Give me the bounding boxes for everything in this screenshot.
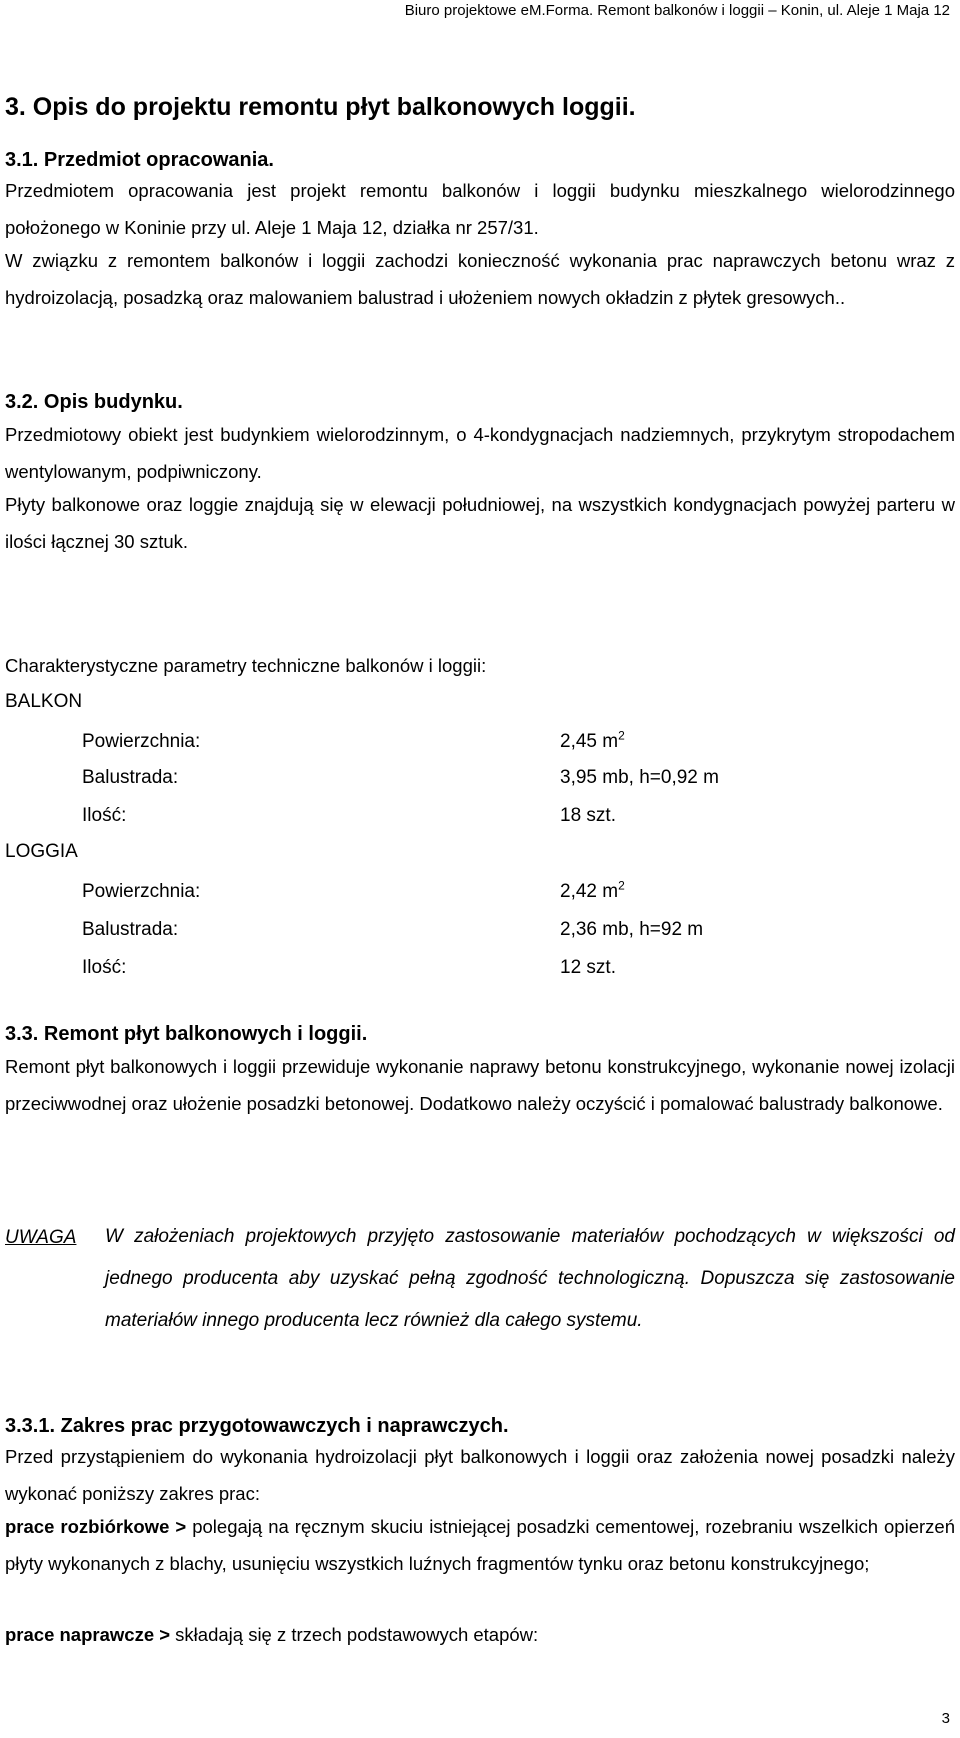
loggia-title: LOGGIA (5, 841, 78, 862)
paragraph-repair: prace naprawcze > składają się z trzech podstawowych etapów: (5, 1624, 539, 1645)
balkon-rail-label: Balustrada: (82, 767, 179, 788)
page-header: Biuro projektowe eM.Forma. Remont balkonów i loggii – Konin, ul. Aleje 1 Maja 12 (404, 2, 950, 19)
loggia-rail-label: Balustrada: (82, 919, 179, 940)
loggia-rail-value: 2,36 mb, h=92 m (560, 919, 704, 940)
paragraph-3-2-2: Płyty balkonowe oraz loggie znajdują się w elewacji południowej, na wszystkich kondygnacjach powyżej parteru w ilości łącznej 30 sztuk. (5, 494, 955, 552)
balkon-rail-value: 3,95 mb, h=0,92 m (560, 767, 719, 788)
paragraph-3-3-1: Remont płyt balkonowych i loggii przewiduje wykonanie naprawy betonu konstrukcyjnego, wykonanie nowej izolacji przeciwwodnej oraz ułożenie posadzki betonowej. Dodatkowo należy oczyścić i pomalować balustrady balkonowe. (5, 1056, 955, 1114)
page-number: 3 (941, 1710, 950, 1727)
loggia-area-value: 2,42 $m^2$ (560, 878, 625, 902)
loggia-qty-label: Ilość: (82, 957, 127, 978)
balkon-qty-label: Ilość: (82, 805, 127, 826)
paragraph-demolition: prace rozbiórkowe > polegają na ręcznym skuciu istniejącej posadzki cementowej, rozebraniu wszelkich opierzeń płyty wykonanych z blachy, usunięciu wszystkich luźnych fragmentów tynku oraz betonu konstrukcyjnego; (5, 1516, 955, 1574)
paragraph-3-1-2: W związku z remontem balkonów i loggii zachodzi konieczność wykonania prac naprawczych betonu wraz z hydroizolacją, posadzką oraz malowaniem balustrad i ułożeniem nowych okładzin z płytek gresowych.. (5, 250, 955, 308)
paragraph-3-1-1: Przedmiotem opracowania jest projekt remontu balkonów i loggii budynku mieszkalnego wielorodzinnego położonego w Koninie przy ul. Aleje 1 Maja 12, działka nr 257/31. (5, 180, 955, 238)
section-heading-3-1: 3.1. Przedmiot opracowania. (5, 149, 274, 171)
repair-label: prace naprawcze > (5, 1624, 171, 1645)
paragraph-3-3-1-1: Przed przystąpieniem do wykonania hydroizolacji płyt balkonowych i loggii oraz założenia nowej posadzki należy wykonać poniższy zakres prac: (5, 1446, 955, 1504)
section-heading-3-3: 3.3. Remont płyt balkonowych i loggii. (5, 1023, 368, 1045)
params-intro: Charakterystyczne parametry techniczne balkonów i loggii: (5, 655, 487, 676)
paragraph-3-2-1: Przedmiotowy obiekt jest budynkiem wielorodzinnym, o 4-kondygnacjach nadziemnych, przykrytym stropodachem wentylowanym, podpiwniczony. (5, 424, 955, 482)
balkon-title: BALKON (5, 691, 83, 712)
document-title: 3. Opis do projektu remontu płyt balkonowych loggii. (5, 93, 636, 121)
loggia-qty-value: 12 szt. (560, 957, 616, 978)
balkon-area-value: 2,45 $m^2$ (560, 728, 625, 752)
uwaga-note: W założeniach projektowych przyjęto zastosowanie materiałów pochodzących w większości od jednego producenta aby uzyskać pełną zgodność technologiczną. Dopuszcza się zastosowanie materiałów innego producenta lecz również dla całego systemu. (105, 1226, 955, 1331)
loggia-area-label: Powierzchnia: (82, 881, 201, 902)
demolition-label: prace rozbiórkowe > (5, 1516, 187, 1537)
section-heading-3-2: 3.2. Opis budynku. (5, 391, 183, 413)
section-heading-3-3-1: 3.3.1. Zakres prac przygotowawczych i naprawczych. (5, 1415, 509, 1437)
balkon-area-label: Powierzchnia: (82, 731, 201, 752)
balkon-qty-value: 18 szt. (560, 805, 616, 826)
uwaga-label: UWAGA (5, 1227, 77, 1248)
